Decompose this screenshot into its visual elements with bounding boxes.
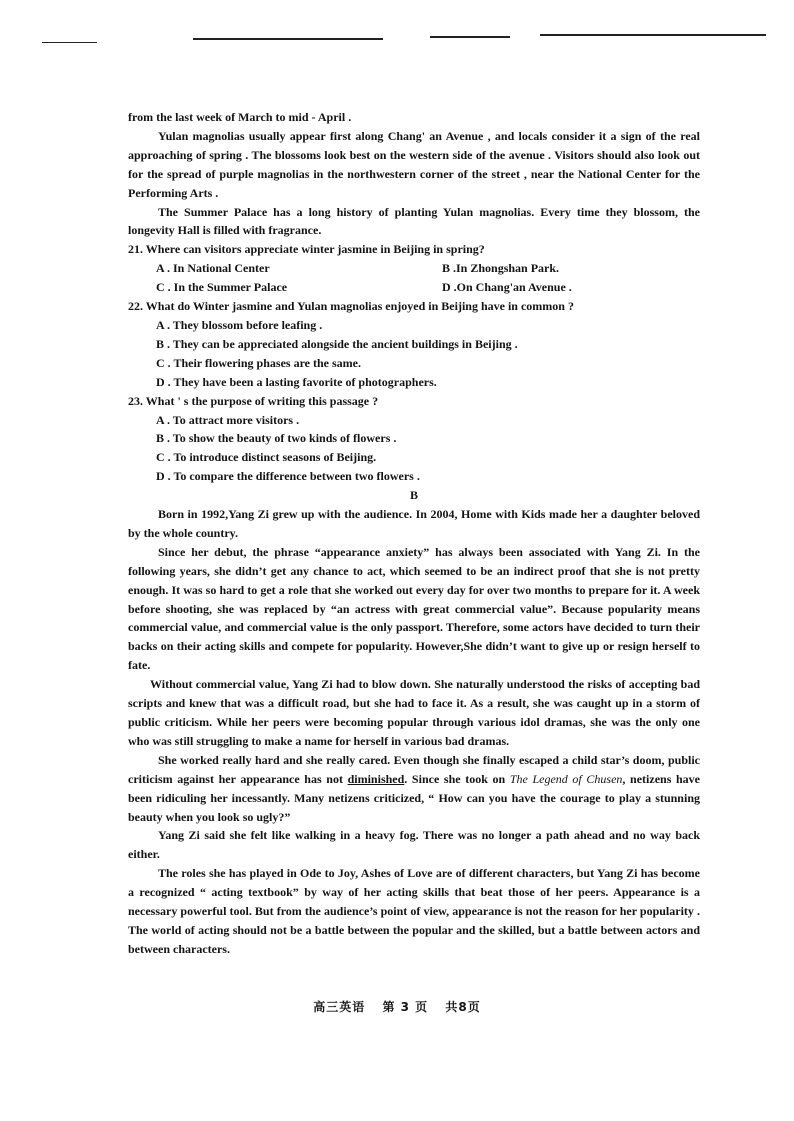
option-b: B . They can be appreciated alongside the ancient buildings in Beijing .	[156, 336, 518, 351]
option-d: D .On Chang'an Avenue .	[442, 280, 572, 295]
passage-b-paragraph	[128, 751, 700, 827]
option-c: C . In the Summer Palace	[156, 280, 288, 295]
paragraph-text: She worked really hard and she really cared. Even though she finally escaped a child star’s doom, public criticism against her appearance has not	[128, 752, 700, 786]
passage-b-paragraph: Without commercial value, Yang Zi had to blow down. She naturally understood the risks of accepting bad scripts and knew that was a difficult road, but she had to face it. As a result, she was caught up in a storm of public criticism. While her peers were becoming popular through various idol dramas, she was the only one who was still struggling to make a name for herself in various bad dramas.	[128, 677, 700, 748]
passage-a-continuation: from the last week of March to mid - April .	[128, 110, 352, 124]
scan-line	[193, 38, 383, 40]
page-footer	[0, 998, 794, 1015]
footer-total-pages: 共8页	[445, 1000, 481, 1014]
passage-b-paragraph: Yang Zi said she felt like walking in a heavy fog. There was no longer a path ahead and no way back either.	[128, 828, 700, 862]
footer-subject: 高三英语	[313, 1000, 366, 1014]
option-d: D . To compare the difference between two flowers .	[156, 469, 420, 484]
question-stem: 21. Where can visitors appreciate winter jasmine in Beijing in spring?	[128, 242, 485, 257]
option-row	[128, 278, 700, 297]
option-b: B .In Zhongshan Park.	[442, 261, 560, 276]
question-23	[128, 392, 700, 487]
passage-a-paragraph: The Summer Palace has a long history of planting Yulan magnolias. Every time they blossom, the longevity Hall is filled with fragrance.	[128, 204, 700, 238]
section-heading: B	[409, 488, 418, 503]
paragraph-text: . Since she took on	[404, 771, 510, 786]
option-a: A . They blossom before leafing .	[156, 317, 323, 332]
passage-b-paragraph: Born in 1992,Yang Zi grew up with the audience. In 2004, Home with Kids made her a daughter beloved by the whole country.	[128, 507, 700, 540]
option-a: A . In National Center	[156, 261, 270, 276]
passage-b-paragraph: The roles she has played in Ode to Joy, Ashes of Love are of different characters, but Yang Zi has become a recognized “ acting textbook” by way of her acting skills that beat those of her peers. Appearance is a necessary powerful tool. But from the audience’s point of view, appearance is not the reason for her popularity . The world of acting should not be a battle between the popular and the skilled, but a battle between actors and between characters.	[128, 866, 700, 956]
question-stem: 22. What do Winter jasmine and Yulan magnolias enjoyed in Beijing have in common ?	[128, 299, 574, 314]
option-a: A . To attract more visitors .	[156, 412, 300, 427]
question-stem: 23. What ' s the purpose of writing this passage ?	[128, 393, 379, 408]
option-d: D . They have been a lasting favorite of photographers.	[156, 374, 437, 389]
scan-line	[430, 36, 510, 38]
underlined-word: diminished	[347, 771, 405, 786]
drama-title: The Legend of Chusen	[509, 771, 623, 786]
scan-line-right	[540, 34, 766, 36]
footer-page-number: 第 3 页	[382, 1000, 429, 1014]
option-c: C . Their flowering phases are the same.	[156, 355, 361, 370]
paragraph-text: , netizens have been ridiculing her incessantly. Many netizens criticized, “ How can you have the courage to play a stunning beauty when you look so ugly?”	[128, 771, 701, 824]
option-b: B . To show the beauty of two kinds of flowers .	[156, 431, 397, 446]
option-row	[128, 259, 700, 278]
question-21	[128, 240, 700, 297]
passage-a-paragraph: Yulan magnolias usually appear first along Chang' an Avenue , and locals consider it a sign of the real approaching of spring . The blossoms look best on the western side of the avenue . Visitors should also look out for the spread of purple magnolias in the northwestern corner of the street , near the National Center for the Performing Arts .	[128, 128, 700, 200]
exam-page	[128, 108, 700, 959]
question-22	[128, 297, 700, 392]
option-c: C . To introduce distinct seasons of Beijing.	[156, 450, 377, 465]
scan-line-left	[42, 42, 97, 43]
passage-b-paragraph: Since her debut, the phrase “appearance anxiety” has always been associated with Yang Zi. In the following years, she didn’t get any chance to act, which seemed to be an indirect proof that she is not pretty enough. It was so hard to get a role that she worked out every day for over two months to prepare for it. A week before shooting, she was replaced by “an actress with great commercial value”. Because popularity means commercial value, and commercial value is the only passport. Therefore, some actors have decided to turn their backs on their acting skills and compete for popularity. However,She didn’t want to give up or resign herself to fate.	[128, 544, 700, 673]
